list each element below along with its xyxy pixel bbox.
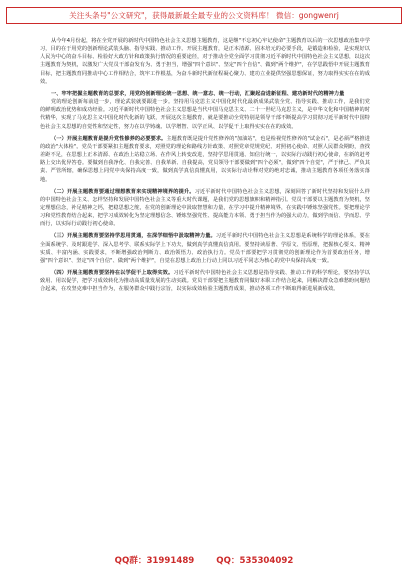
paragraph-party-spirit: 主题教育既是提升党性修养的"加油站"，也是检视党性修养的"试金石"，是必须严格推进的政治"大体检"。党员干部要紧扣主题教育要求，对照党的理论和路线方针政策、对照党章党规党纪、对照初心使命、对照人民群众期盼，查找差距不足，在思想上正本清源、在政治上站稳立场、在作风上转变改进，坚持学思用贯通、知信行统一，以实际行动践行初心使命，在新的赶考路上交出优异答卷。要做到自我净化、自我完善、自我革新、自我提高，党员领导干部要做到"四个必须"，做到"四个自觉"，严于律己、严负其责、严管所辖，确保思想上同党中央保持高度一致，做到真学真信真懂真用，以实际行动诠释对党的绝对忠诚，推动主题教育各项任务落实落地。	[40, 135, 370, 183]
subheading-2: （二）开展主题教育要通过理想教育来实现精神境界的提升。	[51, 188, 195, 195]
promo-banner-text: 关注头条号"公文研究"，获得最新最全最专业的公文资料库！ 微信：gongwenrj	[69, 11, 339, 20]
subheading-1: （一）开展主题教育是提升党性修养的必要要求。	[51, 135, 167, 142]
paragraph-intro: 从今年4月份起，将在全党开展的新时代中国特色社会主义思想主题教育，这是继"不忘初心牢记使命"主题教育以后的一次思想政治集中学习，目的在于用党的创新理论武装头脑、指导实践、推动工作。开展主题教育，是正本清源、固本培元的必要手段，是锻造和检验，是实现好以人民为中心的奋斗目标、检验好大政方针和政策执行情况的重要途径，对于推动全党全面学习贯彻习近平新时代中国特色社会主义思想，以这次主题教育为契机，以激发广大党员干部奋发有为、勇于担当，增强"四个意识"、坚定"四个自信"、做到"两个维护"，在学思践悟中开展主题教育目标，把主题教育同推动中心工作相结合，筑牢工作根基，为奋斗新时代新征程凝心聚力、建功立业提供坚强思想保证，努力取得实实在在的成效。	[40, 38, 370, 85]
paragraph-practice: 习近平新时代中国特色社会主义思想是指导实践、推动工作的科学理论，要坚持学以致用、用以促学，把学习成效转化为推动高质量发展的生动实践。党员干部要把主题教育同做好本职工作结合起来，同解决群众急难愁盼问题结合起来，在攻坚克难中担当作为，在服务群众中践行宗旨，以实际成效检验主题教育成果，推动各项工作不断取得新进展新成效。	[40, 270, 370, 293]
paragraph-subsection-2	[40, 188, 370, 229]
promo-banner	[6, 7, 402, 24]
paragraph-subsection-3	[40, 232, 370, 265]
paragraph-subsection-1	[40, 135, 370, 184]
section-heading-1: 一、牢牢把握主题教育的总要求，用党的创新理论统一思想、统一意志、统一行动，汇聚起奋进新征程、建功新时代的精神力量	[51, 90, 345, 97]
qq-text: QQ：535304092	[216, 556, 294, 566]
paragraph-ideals: 习近平新时代中国特色社会主义思想，深刻回答了新时代坚持和发展什么样的中国特色社会主义、怎样坚持和发展中国特色社会主义等重大时代课题，是我们党的思想旗帜和精神指引。党员干部要以主题教育为契机，坚定理想信念，补足精神之钙，把稳思想之舵，在党的创新理论中汲取智慧和力量，在学习中提升精神境界，在实践中锤炼坚强党性。要把理论学习和党性教育结合起来，把学习成效转化为坚定理想信念、锤炼坚强党性、提高能力本领、勇于担当作为的强大动力，做到学而信、学而思、学而行，以实际行动践行初心使命。	[40, 188, 370, 228]
subheading-3: （三）开展主题教育要坚持学思用贯通，在深学细悟中汲取精神力量。	[51, 233, 216, 240]
contact-footer	[0, 552, 408, 568]
paragraph-subsection-4	[40, 269, 370, 293]
subheading-4: （四）开展主题教育要坚持在以学促干上取得实效。	[51, 270, 174, 277]
paragraph-study: 习近平新时代中国特色社会主义思想是系统科学的理论体系，要在全面系统学、及时跟进学、深入思考学、联系实际学上下功夫，做到真学真懂真信真用。要坚持读原著、学原文、悟原理，把握核心要义、精神实质、丰富内涵、实践要求，不断增强政治判断力、政治领悟力、政治执行力。党员干部要把学习贯彻党的创新理论作为首要政治任务，增强"四个意识"、坚定"四个自信"、做到"两个维护"，自觉在思想上政治上行动上同以习近平同志为核心的党中央保持高度一致。	[40, 233, 370, 264]
qq-group-text: QQ群：31991489	[114, 556, 195, 566]
paragraph-theory: 党的理论创新每前进一步，理论武装就要跟进一步。坚持用马克思主义中国化时代化最新成果武装全党、指导实践、推动工作，是我们党的鲜明政治优势和成功经验。习近平新时代中国特色社会主义思想是当代中国马克思主义、二十一世纪马克思主义，是中华文化和中国精神的时代精华，实现了马克思主义中国化时代化新的飞跃，开展这次主题教育，就是要推动全党特别是领导干部不断提高学习贯彻习近平新时代中国特色社会主义思想的自觉性和坚定性，努力在以学铸魂、以学增智、以学正风、以学促干上取得实实在在的成效。	[40, 99, 370, 130]
document-body	[40, 37, 370, 294]
